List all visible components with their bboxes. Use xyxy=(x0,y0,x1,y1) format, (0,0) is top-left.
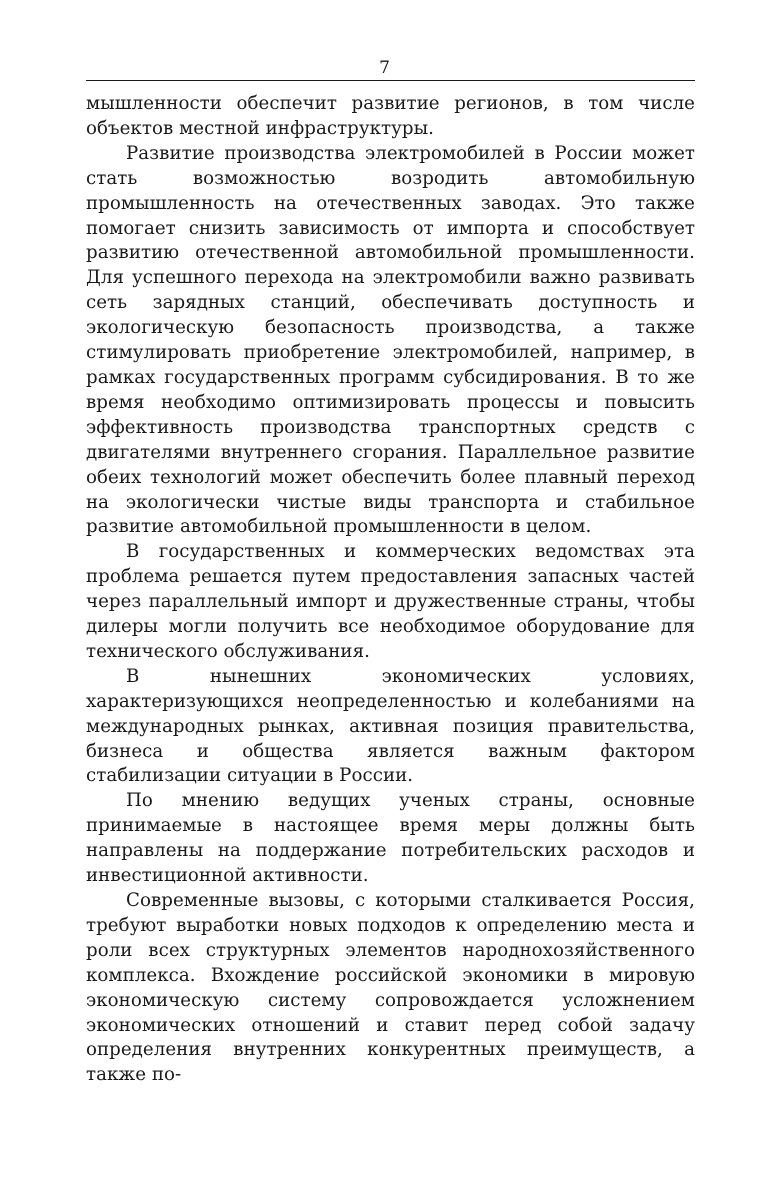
paragraph-scientists-opinion: По мнению ведущих ученых страны, основные принимаемые в настоящее время меры должны быть направлены на поддержание потребительских расходов и инвестиционной активности. xyxy=(86,790,695,887)
paragraph-modern-challenges: Современные вызовы, с которыми сталкивается Россия, требуют выработки новых подходов к определению места и роли всех структурных элементов народнохозяйственного комплекса. Вхождение российской экономики в мировую экономическую систему сопровождается усложнением экономических отношений и ставит перед собой задачу определения внутренних конкурентных преимуществ, а также по- xyxy=(86,890,695,1086)
paragraph-electric-vehicles: Развитие производства электромобилей в России может стать возможностью возродить автомобильную промышленность на отечественных заводах. Это также помогает снизить зависимость от импорта и способствует развитию отечественной автомобильной промышленности. Для успешного перехода на электромобили важно развивать сеть зарядных станций, обеспечивать доступность и экологическую безопасность производства, а также стимулировать приобретение электромобилей, например, в рамках государственных программ субсидирования. В то же время необходимо оптимизировать процессы и повысить эффективность производства транспортных средств с двигателями внутреннего сгорания. Параллельное развитие обеих технологий может обеспечить более плавный переход на экологически чистые виды транспорта и стабильное развитие автомобильной промышленности в целом. xyxy=(86,142,695,538)
paragraph-continuation: мышленности обеспечит развитие регионов, в том числе объектов местной инфраструктуры. xyxy=(86,93,695,139)
paragraph-economic-conditions: В нынешних экономических условиях, характеризующихся неопределенностью и колебаниями на международных рынках, активная позиция правительства, бизнеса и общества является важным фактором стабилизации ситуации в России. xyxy=(86,665,695,787)
header-rule xyxy=(86,80,695,81)
body-text xyxy=(86,92,695,1088)
page-number: 7 xyxy=(379,58,390,78)
paragraph-parallel-import: В государственных и коммерческих ведомствах эта проблема решается путем предоставления запасных частей через параллельный импорт и дружественные страны, чтобы дилеры могли получить все необходимое оборудование для технического обслуживания. xyxy=(86,541,695,662)
